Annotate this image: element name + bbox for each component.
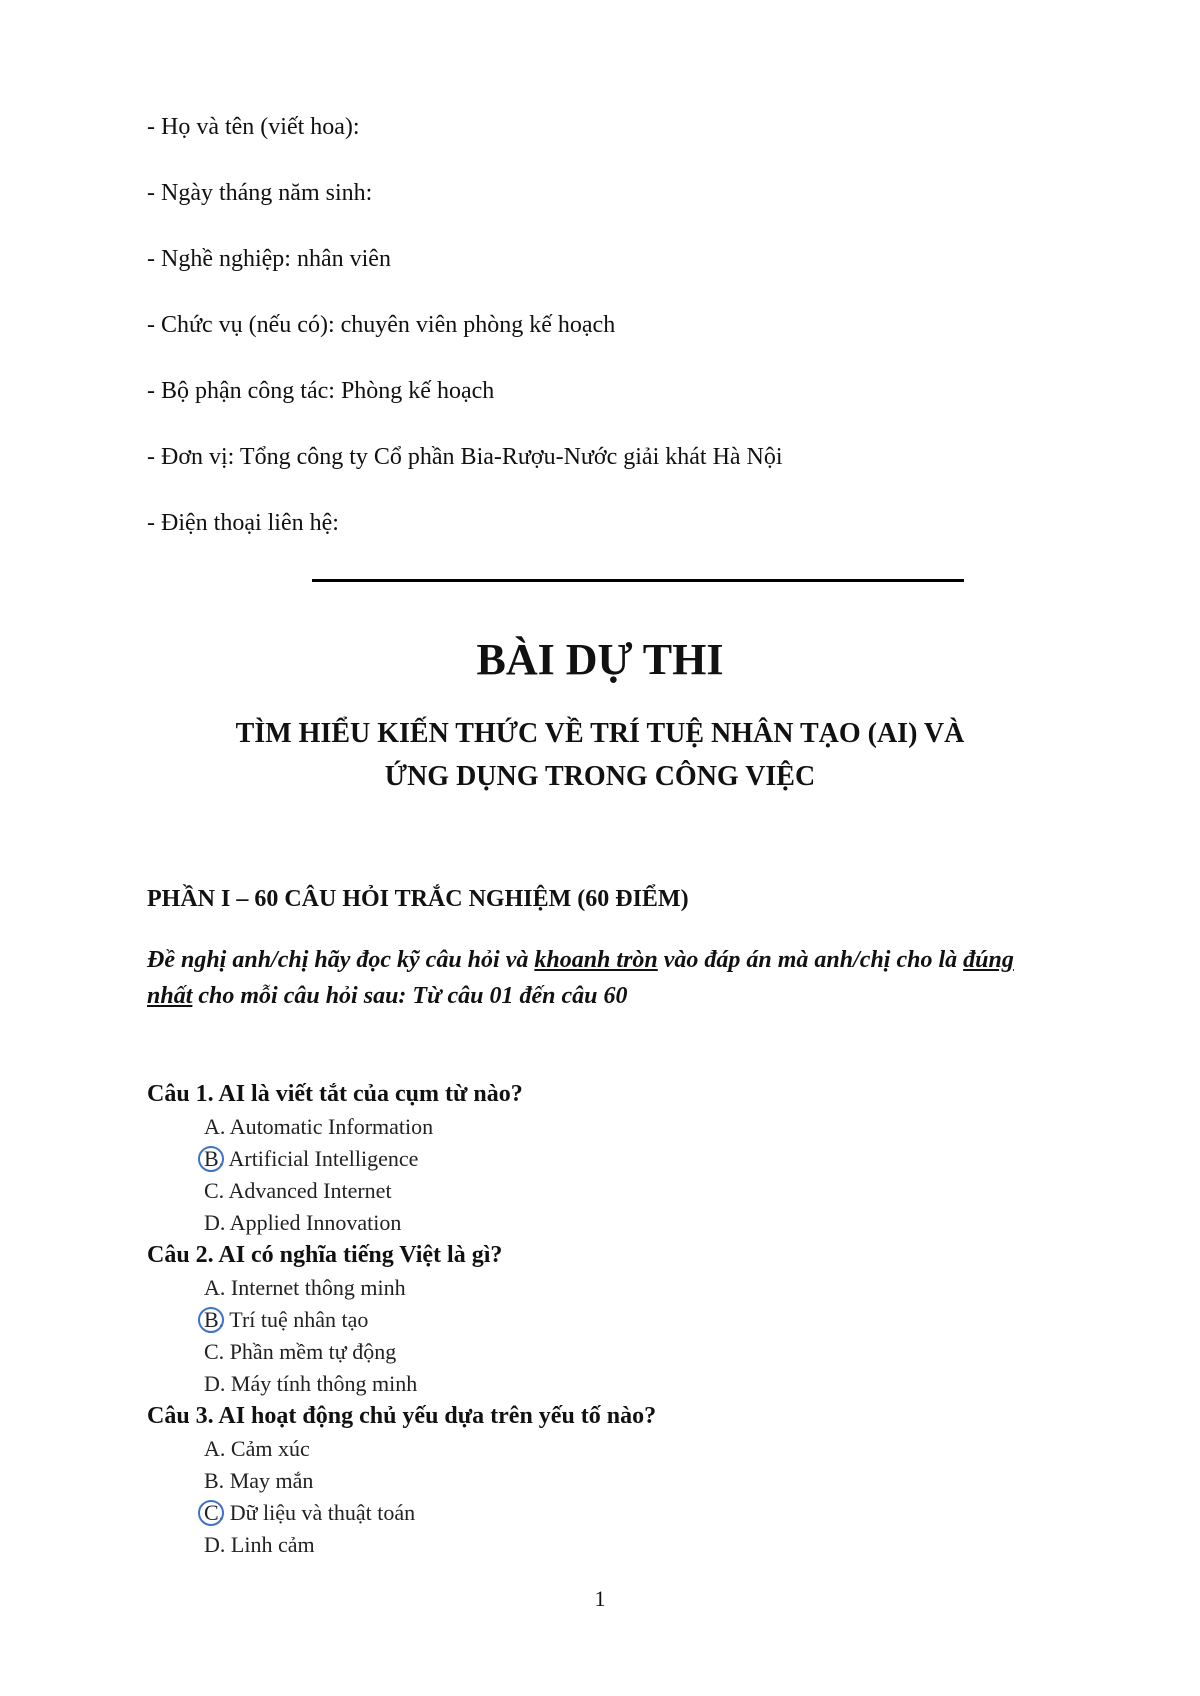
option-d[interactable] xyxy=(204,1208,656,1240)
option-letter xyxy=(204,1305,224,1335)
option-list xyxy=(147,1434,656,1562)
subtitle-line-2: ỨNG DỤNG TRONG CÔNG VIỆC xyxy=(384,761,816,792)
part-heading: PHẦN I – 60 CÂU HỎI TRẮC NGHIỆM (60 ĐIỂM) xyxy=(147,886,689,912)
option-text: Cảm xúc xyxy=(225,1436,310,1461)
question-text: Câu 3. AI hoạt động chủ yếu dựa trên yếu tố nào? xyxy=(147,1403,657,1429)
info-position: - Chức vụ (nếu có): chuyên viên phòng kế hoạch xyxy=(147,312,616,338)
question-text: Câu 1. AI là viết tắt của cụm từ nào? xyxy=(147,1081,523,1107)
option-a[interactable] xyxy=(204,1112,656,1144)
info-full-name: - Họ và tên (viết hoa): xyxy=(147,114,360,140)
page-subtitle xyxy=(0,712,1200,798)
option-letter: D. xyxy=(204,1532,226,1557)
option-letter: A. xyxy=(204,1275,226,1300)
question-text: Câu 2. AI có nghĩa tiếng Việt là gì? xyxy=(147,1242,503,1268)
question-list xyxy=(147,1079,656,1562)
info-occupation: - Nghề nghiệp: nhân viên xyxy=(147,246,391,272)
instruction-underline-2: đúng nhất xyxy=(147,947,1014,1009)
separator-line xyxy=(312,579,964,582)
option-text: Artificial Intelligence xyxy=(224,1146,419,1171)
option-text: May mắn xyxy=(224,1468,314,1493)
question-block xyxy=(147,1079,656,1240)
instruction-part-1: Đề nghị anh/chị hãy đọc kỹ câu hỏi và xyxy=(147,947,535,973)
option-b[interactable] xyxy=(204,1305,656,1337)
option-d[interactable] xyxy=(204,1369,656,1401)
info-organization: - Đơn vị: Tổng công ty Cổ phần Bia-Rượu-Nước giải khát Hà Nội xyxy=(147,444,783,470)
option-letter-text: C. xyxy=(204,1500,225,1525)
instruction-part-2: vào đáp án mà anh/chị cho là xyxy=(657,947,964,973)
option-text: Dữ liệu và thuật toán xyxy=(224,1500,416,1525)
option-c[interactable] xyxy=(204,1337,656,1369)
option-letter: C. xyxy=(204,1178,225,1203)
page-title: BÀI DỰ THI xyxy=(476,635,724,684)
option-c[interactable] xyxy=(204,1176,656,1208)
question-block xyxy=(147,1240,656,1401)
option-text: Applied Innovation xyxy=(225,1210,402,1235)
option-text: Máy tính thông minh xyxy=(225,1371,418,1396)
participant-info xyxy=(147,112,783,574)
option-text: Automatic Information xyxy=(225,1114,434,1139)
option-list xyxy=(147,1273,656,1401)
subtitle-line-1: TÌM HIỂU KIẾN THỨC VỀ TRÍ TUỆ NHÂN TẠO (AI) VÀ xyxy=(235,718,965,749)
option-list xyxy=(147,1112,656,1240)
option-text: Linh cảm xyxy=(225,1532,315,1557)
option-c[interactable] xyxy=(204,1498,656,1530)
instruction-part-3: cho mỗi câu hỏi sau: Từ câu 01 đến câu 60 xyxy=(192,983,628,1009)
info-birth-date: - Ngày tháng năm sinh: xyxy=(147,180,373,206)
option-letter-text: B. xyxy=(204,1146,225,1171)
answer-circle-mark xyxy=(198,1146,224,1172)
option-letter: A. xyxy=(204,1114,226,1139)
option-letter: B. xyxy=(204,1468,225,1493)
answer-circle-mark xyxy=(198,1307,224,1333)
info-phone: - Điện thoại liên hệ: xyxy=(147,510,339,536)
option-letter: D. xyxy=(204,1210,226,1235)
option-letter xyxy=(204,1498,224,1528)
instruction-underline-1: khoanh tròn xyxy=(534,947,658,973)
option-letter: C. xyxy=(204,1339,225,1364)
option-b[interactable] xyxy=(204,1144,656,1176)
answer-circle-mark xyxy=(198,1500,224,1526)
instruction-text xyxy=(147,942,1047,1014)
option-b[interactable] xyxy=(204,1466,656,1498)
option-text: Internet thông minh xyxy=(225,1275,406,1300)
option-letter: D. xyxy=(204,1371,226,1396)
option-text: Advanced Internet xyxy=(224,1178,392,1203)
option-letter: A. xyxy=(204,1436,226,1461)
option-text: Trí tuệ nhân tạo xyxy=(224,1307,369,1332)
option-a[interactable] xyxy=(204,1434,656,1466)
page-number: 1 xyxy=(594,1586,606,1611)
option-d[interactable] xyxy=(204,1530,656,1562)
option-a[interactable] xyxy=(204,1273,656,1305)
option-letter xyxy=(204,1144,224,1174)
question-block xyxy=(147,1401,656,1562)
info-department: - Bộ phận công tác: Phòng kế hoạch xyxy=(147,378,495,404)
option-letter-text: B. xyxy=(204,1307,225,1332)
option-text: Phần mềm tự động xyxy=(224,1339,397,1364)
